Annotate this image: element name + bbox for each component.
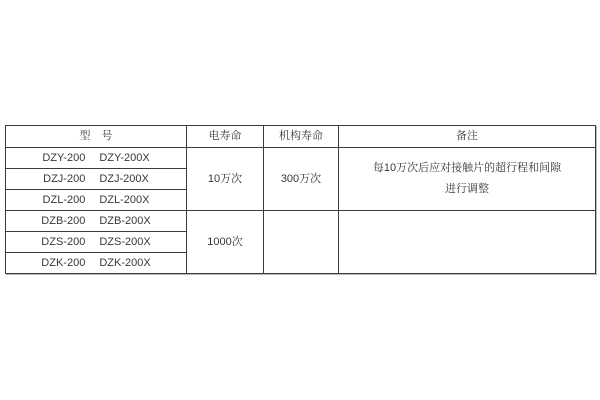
remarks-cell bbox=[339, 211, 596, 274]
model-name: DZY-200X bbox=[99, 151, 150, 164]
electrical-life-cell: 1000次 bbox=[187, 211, 264, 274]
model-cell bbox=[6, 190, 187, 211]
remarks-text: 每10万次后应对接触片的超行程和间隙 bbox=[372, 162, 562, 174]
table-row bbox=[6, 211, 596, 232]
model-cell bbox=[6, 253, 187, 274]
header-remarks: 备注 bbox=[339, 126, 596, 148]
model-name: DZB-200X bbox=[99, 214, 151, 227]
mechanism-life-cell bbox=[264, 211, 339, 274]
remarks-text: 进行调整 bbox=[445, 183, 489, 195]
model-name: DZY-200 bbox=[42, 151, 86, 164]
model-name: DZS-200 bbox=[41, 235, 86, 248]
model-name: DZJ-200 bbox=[43, 172, 86, 185]
model-cell bbox=[6, 211, 187, 232]
model-cell bbox=[6, 169, 187, 190]
model-cell bbox=[6, 148, 187, 169]
relay-life-spec-table bbox=[5, 125, 596, 274]
model-cell bbox=[6, 232, 187, 253]
model-name: DZB-200 bbox=[41, 214, 86, 227]
model-name: DZK-200 bbox=[41, 256, 86, 269]
model-name: DZJ-200X bbox=[99, 172, 149, 185]
header-mechanism-life: 机构寿命 bbox=[264, 126, 339, 148]
model-name: DZK-200X bbox=[99, 256, 151, 269]
table-row bbox=[6, 148, 596, 169]
remarks-cell bbox=[339, 148, 596, 211]
model-name: DZS-200X bbox=[99, 235, 151, 248]
electrical-life-cell: 10万次 bbox=[187, 148, 264, 211]
model-name: DZL-200X bbox=[99, 193, 150, 206]
header-row bbox=[6, 126, 596, 148]
header-model: 型 号 bbox=[6, 126, 187, 148]
model-name: DZL-200 bbox=[42, 193, 86, 206]
header-electrical-life: 电寿命 bbox=[187, 126, 264, 148]
mechanism-life-cell: 300万次 bbox=[264, 148, 339, 211]
